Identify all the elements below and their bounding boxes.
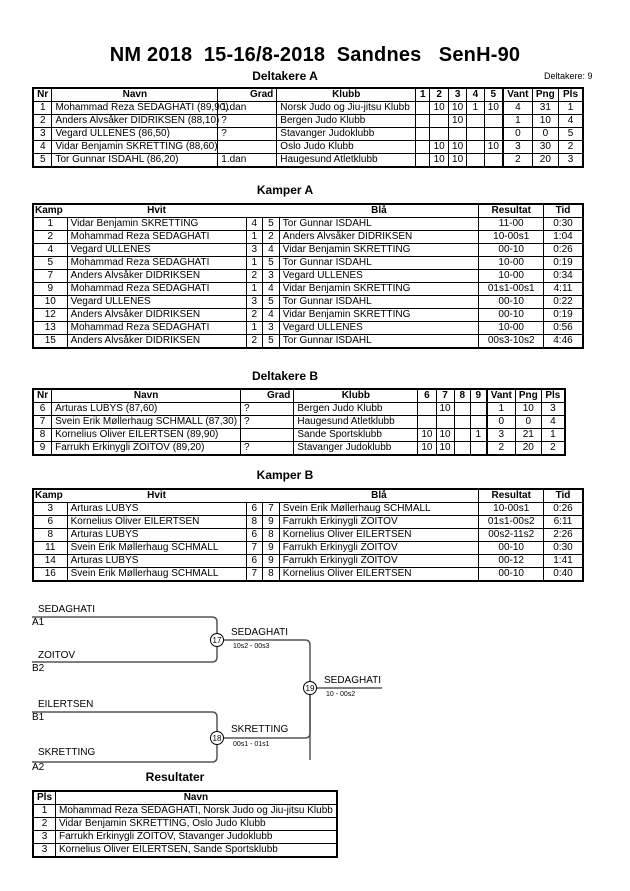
col-kamp: Kamp [33,204,67,218]
cell-bla: Tor Gunnar ISDAHL [279,257,479,270]
cell-tid: 1:41 [543,555,583,568]
col-9: 9 [470,389,486,403]
cell-bla: Vegard ULLENES [279,322,479,335]
col-resultat: Resultat [479,204,543,218]
bracket-match-17: 17 [212,636,222,645]
cell-score: 10 [430,141,448,154]
cell-resultat: 00-10 [479,542,543,555]
cell-bla-nr: 3 [263,270,280,283]
cell-resultat: 00-10 [479,296,543,309]
cell-bla-nr: 5 [263,335,280,349]
col-2: 2 [430,88,448,102]
bracket-semi2-top-name: EILERTSEN [38,699,94,710]
col-png: Png [532,88,558,102]
cell-nr: 8 [33,429,52,442]
cell-navn: Vidar Benjamin SKRETTING (88,60) [52,141,218,154]
cell-tid: 2:26 [543,529,583,542]
cell-hvit: Vidar Benjamin SKRETTING [67,218,246,231]
cell-tid: 0:40 [543,568,583,582]
cell-hvit: Arturas LUBYS [67,555,246,568]
table-row [33,805,337,818]
section-title-deltakere-b: Deltakere B [251,369,319,383]
col-3: 3 [448,88,466,102]
cell-bla: Vidar Benjamin SKRETTING [279,244,479,257]
cell-navn: Farrukh Erkinygli ZOITOV (89,20) [52,442,241,456]
cell-vant: 0 [487,416,516,429]
col-1: 1 [416,88,430,102]
cell-bla-nr: 5 [263,257,280,270]
cell-hvit: Mohammad Reza SEDAGHATI [67,283,246,296]
cell-tid: 0:26 [543,503,583,516]
cell-nr: 1 [33,102,52,115]
cell-hvit-nr: 1 [246,283,263,296]
cell-nr: 2 [33,115,52,128]
bracket-final-score: 10 - 00s2 [326,691,356,698]
title-event: NM 2018 [109,44,193,66]
cell-tid: 0:56 [543,322,583,335]
cell-resultat: 01s1-00s1 [479,283,543,296]
cell-score: 10 [436,429,454,442]
resultater-table [32,790,338,858]
cell-score: 1 [467,102,484,115]
cell-pls: 1 [541,429,565,442]
col-tid: Tid [543,204,583,218]
cell-kamp: 6 [33,516,67,529]
cell-bla: Anders Alvsåker DIDRIKSEN [279,231,479,244]
cell-hvit: Arturas LUBYS [67,529,246,542]
cell-score: 10 [484,102,503,115]
cell-resultat: 10-00 [479,257,543,270]
cell-png: 0 [532,128,558,141]
col-navn: Navn [56,791,337,805]
bracket-semi1-top-name: SEDAGHATI [38,604,96,615]
cell-pls: 5 [559,128,583,141]
cell-hvit: Mohammad Reza SEDAGHATI [67,322,246,335]
cell-nr: 6 [33,403,52,416]
cell-bla: Kornelius Oliver EILERTSEN [279,568,479,582]
cell-resultat: 00-12 [479,555,543,568]
cell-bla: Tor Gunnar ISDAHL [279,296,479,309]
cell-kamp: 4 [33,244,67,257]
cell-hvit: Anders Alvsåker DIDRIKSEN [67,270,246,283]
cell-score: 10 [448,102,466,115]
cell-vant: 2 [503,154,532,168]
cell-png: 10 [532,115,558,128]
bracket-semi2-bottom-name: SKRETTING [38,747,96,758]
cell-kamp: 13 [33,322,67,335]
cell-navn: Anders Alvsåker DIDRIKSEN (88,10) [52,115,218,128]
cell-bla: Farrukh Erkinygli ZOITOV [279,555,479,568]
col-kamp: Kamp [33,489,67,503]
col-grad: Grad [218,88,277,102]
col-klubb: Klubb [294,389,418,403]
cell-score: 10 [448,141,466,154]
section-title-resultater: Resultater [145,770,205,784]
cell-png: 10 [515,403,541,416]
table-row [33,844,337,858]
cell-grad: ? [241,442,294,456]
bracket-semi1-bottom-name: ZOITOV [38,650,76,661]
cell-klubb: Haugesund Atletklubb [294,416,418,429]
cell-png: 0 [515,416,541,429]
cell-grad: ? [241,403,294,416]
cell-tid: 4:11 [543,283,583,296]
cell-bla-nr: 8 [263,568,280,582]
cell-png: 20 [515,442,541,456]
cell-hvit: Anders Alvsåker DIDRIKSEN [67,335,246,349]
cell-klubb: Oslo Judo Klubb [277,141,416,154]
bracket-semi2-bottom-seed: A2 [32,762,45,773]
cell-bla: Vidar Benjamin SKRETTING [279,283,479,296]
cell-score: 10 [430,102,448,115]
cell-png: 21 [515,429,541,442]
cell-kamp: 2 [33,231,67,244]
cell-tid: 0:30 [543,218,583,231]
cell-png: 31 [532,102,558,115]
cell-hvit: Anders Alvsåker DIDRIKSEN [67,309,246,322]
cell-kamp: 16 [33,568,67,582]
cell-navn: Kornelius Oliver EILERTSEN, Sande Sportsklubb [56,844,337,858]
bracket-semi1-score: 10s2 - 00s3 [233,643,270,650]
cell-kamp: 11 [33,542,67,555]
cell-bla-nr: 4 [263,309,280,322]
cell-score: 10 [418,429,436,442]
cell-grad: 1.dan [218,154,277,168]
cell-pls: 2 [559,141,583,154]
cell-navn: Kornelius Oliver EILERTSEN (89,90) [52,429,241,442]
cell-hvit-nr: 2 [246,270,263,283]
cell-nr: 9 [33,442,52,456]
cell-kamp: 5 [33,257,67,270]
cell-score: 10 [484,141,503,154]
cell-bla: Kornelius Oliver EILERTSEN [279,529,479,542]
cell-hvit-nr: 7 [246,568,263,582]
cell-hvit-nr: 6 [246,503,263,516]
cell-bla-nr: 9 [263,555,280,568]
cell-navn: Tor Gunnar ISDAHL (86,20) [52,154,218,168]
cell-klubb: Norsk Judo og Jiu-jitsu Klubb [277,102,416,115]
cell-hvit: Kornelius Oliver EILERTSEN [67,516,246,529]
cell-hvit-nr: 6 [246,555,263,568]
cell-navn: Mohammad Reza SEDAGHATI, Norsk Judo og Jiu-jitsu Klubb [56,805,337,818]
cell-tid: 0:26 [543,244,583,257]
cell-bla: Svein Erik Møllerhaug SCHMALL [279,503,479,516]
cell-hvit: Mohammad Reza SEDAGHATI [67,257,246,270]
col-bla: Blå [279,489,479,503]
cell-hvit-nr: 2 [246,309,263,322]
col-navn: Navn [52,389,241,403]
cell-tid: 0:22 [543,296,583,309]
cell-kamp: 10 [33,296,67,309]
bracket-semi2-top-seed: B1 [32,712,45,723]
cell-klubb: Stavanger Judoklubb [277,128,416,141]
cell-bla-nr: 5 [263,218,280,231]
cell-tid: 0:30 [543,542,583,555]
col-8: 8 [454,389,470,403]
cell-navn: Vegard ULLENES (86,50) [52,128,218,141]
col-6: 6 [418,389,436,403]
cell-navn: Vidar Benjamin SKRETTING, Oslo Judo Klubb [56,818,337,831]
col-5: 5 [484,88,503,102]
cell-bla-nr: 8 [263,529,280,542]
cell-hvit-nr: 7 [246,542,263,555]
cell-kamp: 8 [33,529,67,542]
bracket-semi2-winner: SKRETTING [231,724,289,735]
cell-vant: 3 [503,141,532,154]
cell-tid: 0:19 [543,309,583,322]
bracket-final-winner: SEDAGHATI [324,675,382,686]
cell-score: 10 [418,442,436,456]
cell-klubb: Bergen Judo Klubb [294,403,418,416]
section-title-kamper-a: Kamper A [256,183,314,197]
cell-score: 1 [470,429,486,442]
cell-score: 10 [448,154,466,168]
cell-nr: 3 [33,128,52,141]
cell-bla-nr: 3 [263,322,280,335]
cell-vant: 4 [503,102,532,115]
cell-kamp: 15 [33,335,67,349]
title-class: SenH-90 [438,44,521,66]
cell-pls: 4 [541,416,565,429]
col-hvit: Hvit [67,204,246,218]
cell-hvit-nr: 3 [246,296,263,309]
col-4: 4 [467,88,484,102]
cell-resultat: 00s3-10s2 [479,335,543,349]
cell-vant: 2 [487,442,516,456]
cell-kamp: 9 [33,283,67,296]
cell-bla: Farrukh Erkinygli ZOITOV [279,542,479,555]
cell-bla: Tor Gunnar ISDAHL [279,218,479,231]
col-pls: Pls [559,88,583,102]
cell-bla-nr: 4 [263,283,280,296]
cell-pls: 3 [559,154,583,168]
cell-bla-nr: 9 [263,516,280,529]
cell-klubb: Sande Sportsklubb [294,429,418,442]
cell-klubb: Bergen Judo Klubb [277,115,416,128]
cell-resultat: 11-00 [479,218,543,231]
cell-navn: Arturas LUBYS (87,60) [52,403,241,416]
col-pls: Pls [33,791,56,805]
col-7: 7 [436,389,454,403]
cell-navn: Svein Erik Møllerhaug SCHMALL (87,30) [52,416,241,429]
cell-hvit: Mohammad Reza SEDAGHATI [67,231,246,244]
cell-kamp: 14 [33,555,67,568]
table-row [33,818,337,831]
col-nr: Nr [33,389,52,403]
cell-kamp: 12 [33,309,67,322]
cell-hvit-nr: 1 [246,231,263,244]
cell-grad: 1.dan [218,102,277,115]
cell-tid: 0:34 [543,270,583,283]
cell-pls: 3 [33,831,56,844]
col-vant: Vant [503,88,532,102]
cell-grad: ? [241,416,294,429]
cell-hvit: Vegard ULLENES [67,296,246,309]
cell-pls: 2 [541,442,565,456]
cell-nr: 7 [33,416,52,429]
cell-tid: 1:04 [543,231,583,244]
cell-resultat: 10-00 [479,322,543,335]
cell-bla-nr: 4 [263,244,280,257]
cell-navn: Farrukh Erkinygli ZOITOV, Stavanger Judoklubb [56,831,337,844]
cell-pls: 4 [559,115,583,128]
cell-hvit-nr: 2 [246,335,263,349]
cell-kamp: 1 [33,218,67,231]
cell-hvit-nr: 8 [246,516,263,529]
cell-bla: Vegard ULLENES [279,270,479,283]
col-klubb: Klubb [277,88,416,102]
cell-grad: ? [218,128,277,141]
cell-tid: 0:19 [543,257,583,270]
bracket-semi2-score: 00s1 - 01s1 [233,741,270,748]
participants-count: Deltakere: 9 [544,71,593,81]
cell-vant: 1 [487,403,516,416]
cell-pls: 3 [33,844,56,858]
cell-grad: ? [218,115,277,128]
cell-resultat: 00-10 [479,568,543,582]
cell-hvit: Svein Erik Møllerhaug SCHMALL [67,568,246,582]
title-date: 15-16/8-2018 [203,44,326,66]
cell-resultat: 10-00s1 [479,231,543,244]
cell-tid: 6:11 [543,516,583,529]
cell-bla: Vidar Benjamin SKRETTING [279,309,479,322]
col-bla: Blå [279,204,479,218]
bracket-match-18: 18 [212,734,222,743]
cell-vant: 1 [503,115,532,128]
cell-bla-nr: 9 [263,542,280,555]
cell-resultat: 10-00 [479,270,543,283]
cell-pls: 1 [33,805,56,818]
title-location: Sandnes [336,44,422,66]
cell-resultat: 01s1-00s2 [479,516,543,529]
bracket-semi1-winner: SEDAGHATI [231,627,289,638]
cell-tid: 4:46 [543,335,583,349]
col-vant: Vant [487,389,516,403]
bracket-semi1-top-seed: A1 [32,617,45,628]
cell-klubb: Haugesund Atletklubb [277,154,416,168]
bracket-match-19: 19 [305,684,315,693]
cell-kamp: 3 [33,503,67,516]
cell-hvit-nr: 6 [246,529,263,542]
col-tid: Tid [543,489,583,503]
cell-bla-nr: 7 [263,503,280,516]
col-png: Png [515,389,541,403]
cell-hvit: Vegard ULLENES [67,244,246,257]
section-title-kamper-b: Kamper B [256,468,314,482]
cell-pls: 3 [541,403,565,416]
cell-hvit-nr: 1 [246,322,263,335]
cell-score: 10 [430,154,448,168]
cell-nr: 4 [33,141,52,154]
cell-pls: 2 [33,818,56,831]
cell-bla-nr: 2 [263,231,280,244]
cell-hvit-nr: 4 [246,218,263,231]
cell-score: 10 [436,403,454,416]
cell-resultat: 00-10 [479,309,543,322]
cell-kamp: 7 [33,270,67,283]
cell-nr: 5 [33,154,52,168]
cell-bla-nr: 5 [263,296,280,309]
cell-vant: 0 [503,128,532,141]
cell-pls: 1 [559,102,583,115]
cell-resultat: 00-10 [479,244,543,257]
cell-score: 10 [436,442,454,456]
table-row [33,831,337,844]
cell-bla: Farrukh Erkinygli ZOITOV [279,516,479,529]
cell-resultat: 10-00s1 [479,503,543,516]
cell-score: 10 [448,115,466,128]
cell-resultat: 00s2-11s2 [479,529,543,542]
bracket-semi1-bottom-seed: B2 [32,663,45,674]
col-nr: Nr [33,88,52,102]
cell-png: 30 [532,141,558,154]
col-hvit: Hvit [67,489,246,503]
cell-klubb: Stavanger Judoklubb [294,442,418,456]
col-grad: Grad [241,389,294,403]
cell-hvit: Arturas LUBYS [67,503,246,516]
col-navn: Navn [52,88,218,102]
col-resultat: Resultat [479,489,543,503]
cell-vant: 3 [487,429,516,442]
cell-bla: Tor Gunnar ISDAHL [279,335,479,349]
col-pls: Pls [541,389,565,403]
cell-navn: Mohammad Reza SEDAGHATI (89,90) [52,102,218,115]
cell-hvit-nr: 3 [246,244,263,257]
cell-hvit-nr: 1 [246,257,263,270]
section-title-deltakere-a: Deltakere A [252,69,318,83]
cell-hvit: Svein Erik Møllerhaug SCHMALL [67,542,246,555]
cell-png: 20 [532,154,558,168]
